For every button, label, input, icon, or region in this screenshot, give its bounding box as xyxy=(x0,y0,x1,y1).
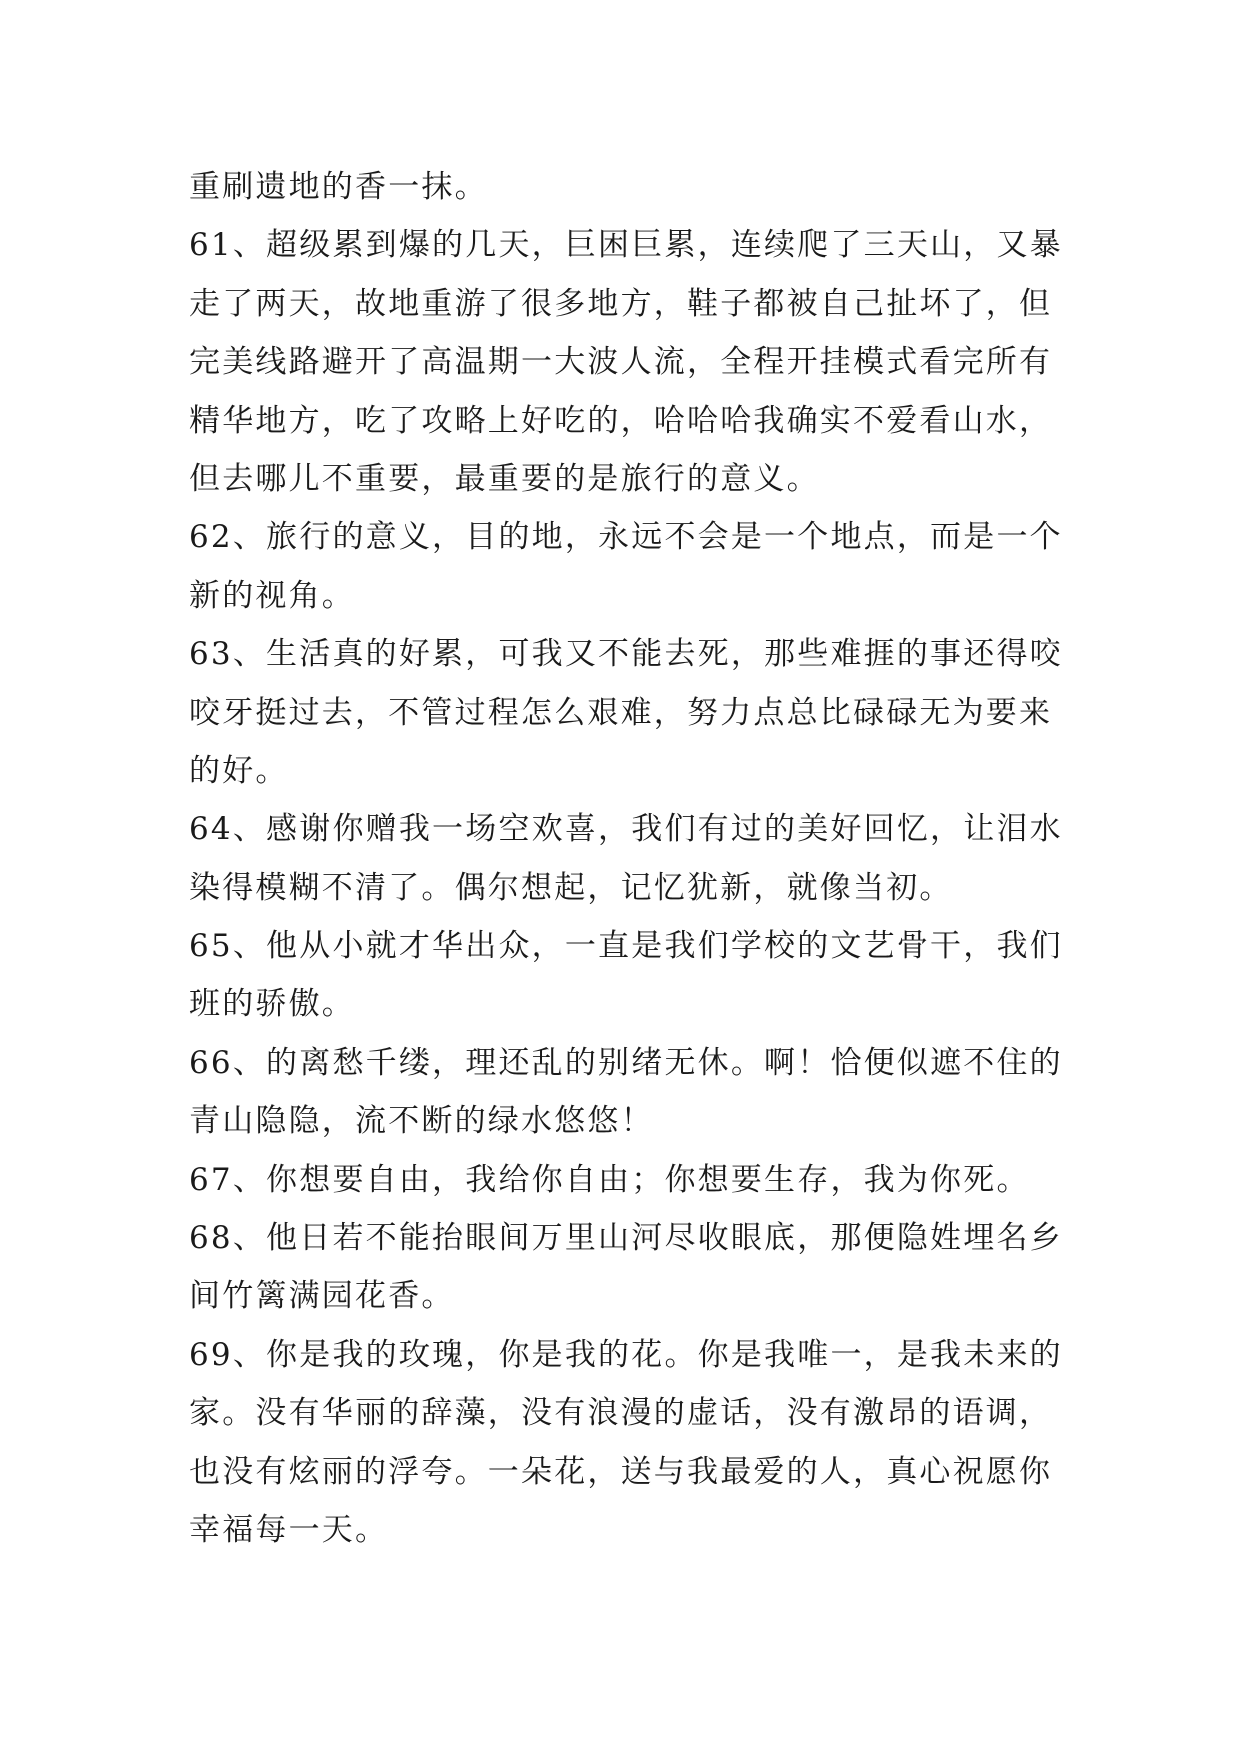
text-line: 64、感谢你赠我一场空欢喜，我们有过的美好回忆，让泪水 xyxy=(189,811,1063,848)
text-line: 69、你是我的玫瑰，你是我的花。你是我唯一，是我未来的 xyxy=(189,1336,1063,1373)
text-line: 走了两天，故地重游了很多地方，鞋子都被自己扯坏了，但 xyxy=(189,285,1053,322)
text-line: 也没有炫丽的浮夸。一朵花，送与我最爱的人，真心祝愿你 xyxy=(189,1453,1053,1490)
document-body xyxy=(189,158,1069,1559)
text-line: 咬牙挺过去，不管过程怎么艰难，努力点总比碌碌无为要来 xyxy=(189,694,1053,731)
text-line: 精华地方，吃了攻略上好吃的，哈哈哈我确实不爱看山水， xyxy=(189,402,1053,439)
text-line: 间竹篱满园花香。 xyxy=(189,1278,455,1315)
text-line: 但去哪儿不重要，最重要的是旅行的意义。 xyxy=(189,460,820,497)
text-line: 65、他从小就才华出众，一直是我们学校的文艺骨干，我们 xyxy=(189,928,1063,965)
text-line: 幸福每一天。 xyxy=(189,1511,389,1548)
text-line: 完美线路避开了高温期一大波人流，全程开挂模式看完所有 xyxy=(189,344,1053,381)
text-line: 61、超级累到爆的几天，巨困巨累，连续爬了三天山，又暴 xyxy=(189,227,1063,264)
text-line: 重刷遗地的香一抹。 xyxy=(189,169,488,205)
text-line: 家。没有华丽的辞藻，没有浪漫的虚话，没有激昂的语调， xyxy=(189,1395,1053,1432)
text-line: 班的骄傲。 xyxy=(189,986,355,1023)
text-line: 68、他日若不能抬眼间万里山河尽收眼底，那便隐姓埋名乡 xyxy=(189,1220,1063,1257)
text-line: 67、你想要自由，我给你自由；你想要生存，我为你死。 xyxy=(189,1161,1030,1198)
text-line: 染得模糊不清了。偶尔想起，记忆犹新，就像当初。 xyxy=(189,869,953,906)
text-line: 62、旅行的意义，目的地，永远不会是一个地点，而是一个 xyxy=(189,519,1063,556)
text-line: 63、生活真的好累，可我又不能去死，那些难捱的事还得咬 xyxy=(189,636,1063,673)
text-line: 青山隐隐，流不断的绿水悠悠！ xyxy=(189,1103,654,1140)
text-line: 的好。 xyxy=(189,752,289,789)
text-line: 66、的离愁千缕，理还乱的别绪无休。啊！恰便似遮不住的 xyxy=(189,1044,1063,1081)
text-line: 新的视角。 xyxy=(189,577,355,614)
